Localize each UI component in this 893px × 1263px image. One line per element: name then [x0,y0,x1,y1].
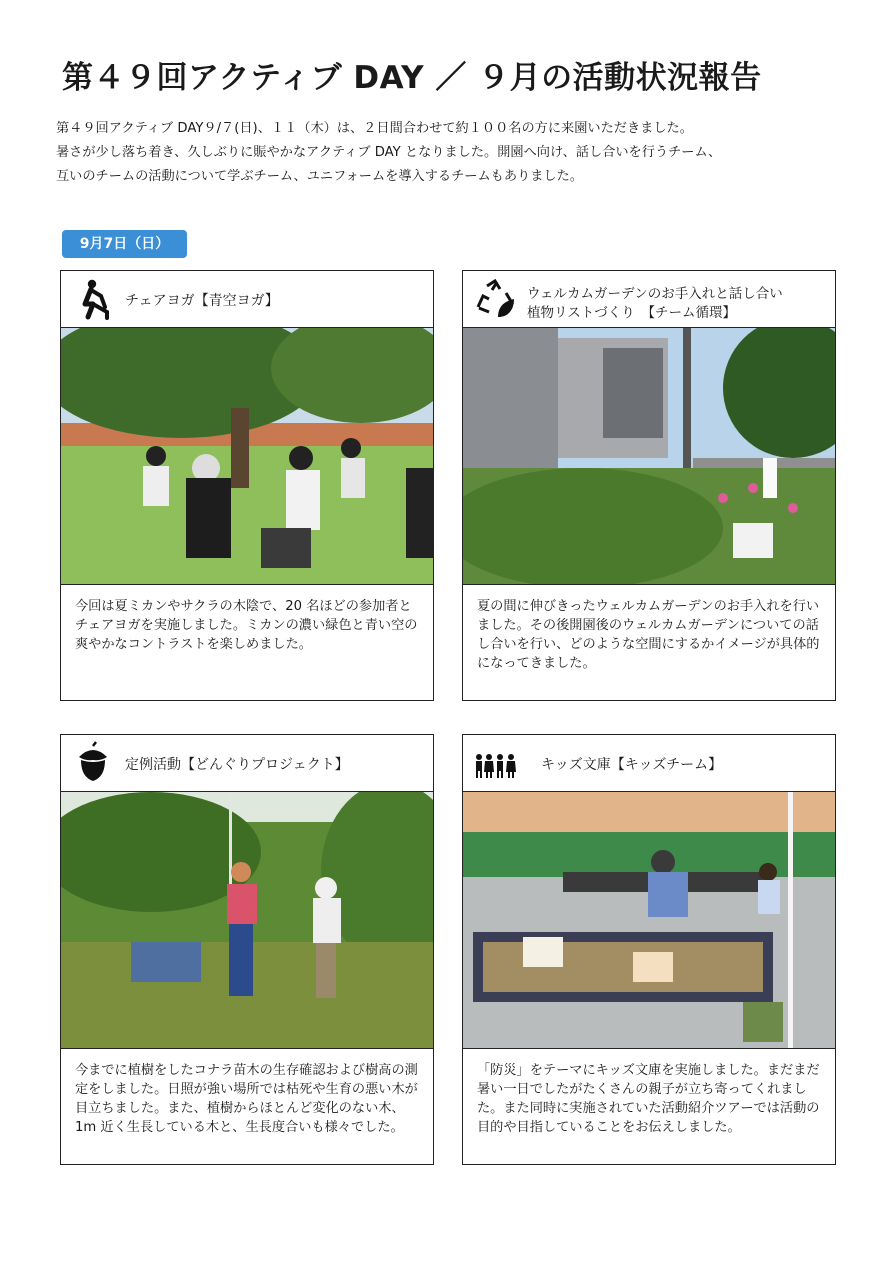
card-header [61,271,433,328]
activity-card-yoga [60,270,434,701]
date-badge: 9月7日（日） [62,230,187,258]
intro-line: 暑さが少し落ち着き、久しぶりに賑やかなアクティブ DAY となりました。開園へ向け、話し合いを行うチーム、 [56,145,722,160]
card-text: 夏の間に伸びきったウェルカムガーデンのお手入れを行いました。その後開園後のウェルカムガーデンについての話し合いを行い、どのような空間にするかイメージが具体的になってきました。 [477,599,820,671]
card-heading-line2: 植物リストづくり 【チーム循環】 [527,305,736,321]
activity-card-acorn [60,734,434,1165]
garden-photo [463,328,835,585]
card-text: 今回は夏ミカンやサクラの木陰で、20 名ほどの参加者とチェアヨガを実施しました。ミカンの濃い緑色と青い空の爽やかなコントラストを楽しめました。 [75,599,418,652]
children-icon [473,741,517,785]
recycle-leaf-icon [473,277,517,321]
acorn-photo [61,792,433,1049]
intro-paragraph [56,117,856,189]
card-header [463,735,835,792]
card-heading: チェアヨガ【青空ヨガ】 [125,293,279,309]
card-heading: キッズ文庫【キッズチーム】 [541,757,723,773]
card-header [61,735,433,792]
yoga-icon [71,277,115,321]
kids-photo [463,792,835,1049]
acorn-icon [71,741,115,785]
page-title: 第４９回アクティブ DAY ／ ９月の活動状況報告 [62,60,762,96]
card-heading: 定例活動【どんぐりプロジェクト】 [125,757,349,773]
activity-card-garden [462,270,836,701]
card-heading-line1: ウェルカムガーデンのお手入れと話し合い [527,286,783,302]
card-header [463,271,835,328]
yoga-photo [61,328,433,585]
card-text: 今までに植樹をしたコナラ苗木の生存確認および樹高の測定をしました。日照が強い場所では枯死や生育の悪い木が目立ちました。また、植樹からほとんど変化のない木、1m 近く生長している木と、生長度合いも様々でした。 [75,1063,418,1135]
intro-line: 互いのチームの活動について学ぶチーム、ユニフォームを導入するチームもありました。 [56,169,583,184]
intro-line: 第４９回アクティブ DAY９/７(日)、１１（木）は、２日間合わせて約１００名の方に来園いただきました。 [56,121,693,136]
activity-card-kids [462,734,836,1165]
card-text: 「防災」をテーマにキッズ文庫を実施しました。まだまだ暑い一日でしたがたくさんの親子が立ち寄ってくれました。また同時に実施されていた活動紹介ツアーでは活動の目的や目指していることをお伝えしました。 [477,1063,820,1135]
